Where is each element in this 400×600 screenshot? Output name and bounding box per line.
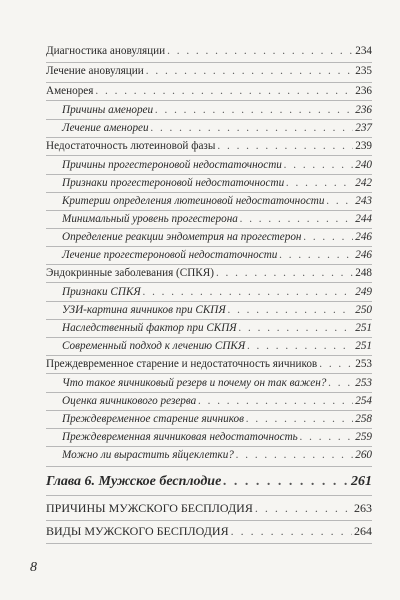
toc-entry-page: 243: [355, 195, 372, 207]
divider: [46, 466, 372, 467]
toc-subentry: [62, 339, 372, 353]
toc-entry-page: 242: [355, 177, 372, 189]
toc-entry-page: 260: [355, 449, 372, 461]
toc-entry-title: Современный подход к лечению СПКЯ: [62, 340, 246, 352]
toc-entry-page: 253: [355, 358, 372, 370]
toc-section-title: ПРИЧИНЫ МУЖСКОГО БЕСПЛОДИЯ: [46, 501, 253, 515]
toc-entry-title: Что такое яичниковый резерв и почему он так важен?: [62, 377, 327, 389]
leader-dots: [216, 266, 353, 280]
toc-entry: [46, 84, 372, 98]
page-number: 8: [30, 560, 37, 575]
leader-dots: [319, 357, 353, 371]
toc-entry-page: 234: [355, 45, 372, 57]
chapter-page: 261: [351, 474, 372, 489]
toc-entry-page: 244: [355, 213, 372, 225]
toc-entry-title: Преждевременное старение яичников: [62, 413, 244, 425]
toc-entry-title: УЗИ-картина яичников при СКПЯ: [62, 304, 226, 316]
chapter-title: Глава 6. Мужское бесплодие: [46, 474, 222, 489]
leader-dots: [239, 321, 354, 335]
leader-dots: [155, 103, 353, 117]
toc-entry-title: Преждевременное старение и недостаточность яичников: [46, 358, 318, 370]
toc-entry-page: 249: [355, 286, 372, 298]
divider: [46, 446, 372, 447]
toc-entry-title: Критерии определения лютеиновой недостаточности: [62, 195, 325, 207]
toc-entry-page: 246: [355, 231, 372, 243]
leader-dots: [247, 339, 353, 353]
divider: [46, 192, 372, 193]
divider: [46, 155, 372, 156]
toc-entry-title: Признаки прогестероновой недостаточности: [62, 177, 285, 189]
toc-entry-title: Недостаточность лютеиновой фазы: [46, 140, 216, 152]
leader-dots: [223, 473, 349, 491]
toc-entry-title: Диагностика ановуляции: [46, 45, 166, 57]
toc-entry-page: 251: [355, 340, 372, 352]
toc-entry-title: Оценка яичникового резерва: [62, 395, 197, 407]
divider: [46, 410, 372, 411]
leader-dots: [198, 394, 353, 408]
toc-subentry: [62, 303, 372, 317]
divider: [46, 282, 372, 283]
divider: [46, 543, 372, 544]
toc-entry-title: Преждевременная яичниковая недостаточность: [62, 431, 298, 443]
toc-section-page: 264: [354, 524, 372, 538]
toc-entry-page: 240: [355, 159, 372, 171]
toc-entry: [46, 357, 372, 371]
toc-section-title: ВИДЫ МУЖСКОГО БЕСПЛОДИЯ: [46, 524, 229, 538]
toc-section: [46, 524, 372, 539]
toc-section: [46, 501, 372, 516]
divider: [46, 174, 372, 175]
toc-entry-title: Аменорея: [46, 85, 94, 97]
divider: [46, 301, 372, 302]
leader-dots: [246, 412, 353, 426]
leader-dots: [146, 64, 353, 78]
divider: [46, 355, 372, 356]
toc-subentry: [62, 394, 372, 408]
divider: [46, 210, 372, 211]
toc-entry-page: 254: [355, 395, 372, 407]
toc-entry: [46, 44, 372, 58]
divider: [46, 392, 372, 393]
toc-subentry: [62, 103, 372, 117]
toc-entry-page: 236: [355, 85, 372, 97]
toc-entry-page: 251: [355, 322, 372, 334]
toc-subentry: [62, 158, 372, 172]
toc-entry-page: 259: [355, 431, 372, 443]
toc-entry-page: 258: [355, 413, 372, 425]
toc-entry-page: 236: [355, 104, 372, 116]
leader-dots: [284, 158, 353, 172]
toc-entry-title: Лечение прогестероновой недостаточности: [62, 249, 278, 261]
leader-dots: [236, 448, 353, 462]
toc-entry-title: Эндокринные заболевания (СПКЯ): [46, 267, 214, 279]
leader-dots: [328, 376, 353, 390]
divider: [46, 428, 372, 429]
toc-entry-title: Наследственный фактор при СКПЯ: [62, 322, 237, 334]
toc-entry-title: Признаки СПКЯ: [62, 286, 141, 298]
leader-dots: [217, 139, 353, 153]
divider: [46, 82, 372, 83]
toc-subentry: [62, 412, 372, 426]
divider: [46, 119, 372, 120]
toc-subentry: [62, 430, 372, 444]
divider: [46, 337, 372, 338]
divider: [46, 495, 372, 496]
leader-dots: [95, 84, 353, 98]
toc-subentry: [62, 194, 372, 208]
toc-entry-page: 248: [355, 267, 372, 279]
leader-dots: [279, 248, 353, 262]
leader-dots: [151, 121, 354, 135]
divider: [46, 520, 372, 521]
divider: [46, 137, 372, 138]
toc-subentry: [62, 212, 372, 226]
leader-dots: [240, 212, 353, 226]
leader-dots: [167, 44, 353, 58]
toc-entry-page: 250: [355, 304, 372, 316]
toc-entry-title: Лечение ановуляции: [46, 65, 144, 77]
toc-entry: [46, 139, 372, 153]
leader-dots: [255, 501, 352, 516]
leader-dots: [286, 176, 353, 190]
toc-subentry: [62, 376, 372, 390]
toc-subentry: [62, 248, 372, 262]
toc-subentry: [62, 230, 372, 244]
toc-subentry: [62, 176, 372, 190]
leader-dots: [143, 285, 353, 299]
toc-subentry: [62, 448, 372, 462]
toc-entry-title: Можно ли вырастить яйцеклетки?: [62, 449, 234, 461]
toc-entry-page: 246: [355, 249, 372, 261]
chapter-heading: [46, 473, 372, 491]
toc-entry-page: 237: [355, 122, 372, 134]
toc-subentry: [62, 121, 372, 135]
toc-entry-title: Причины аменореи: [62, 104, 154, 116]
toc-entry-page: 239: [355, 140, 372, 152]
leader-dots: [300, 430, 353, 444]
leader-dots: [231, 524, 352, 539]
divider: [46, 100, 372, 101]
toc-subentry: [62, 285, 372, 299]
leader-dots: [326, 194, 353, 208]
toc-entry-title: Определение реакции эндометрия на прогестерон: [62, 231, 302, 243]
divider: [46, 228, 372, 229]
divider: [46, 264, 372, 265]
toc-section-page: 263: [354, 501, 372, 515]
toc-entry-page: 235: [355, 65, 372, 77]
divider: [46, 62, 372, 63]
toc-entry-title: Причины прогестероновой недостаточности: [62, 159, 282, 171]
toc-entry-page: 253: [355, 377, 372, 389]
toc-entry-title: Лечение аменореи: [62, 122, 149, 134]
divider: [46, 373, 372, 374]
leader-dots: [303, 230, 353, 244]
divider: [46, 246, 372, 247]
leader-dots: [228, 303, 354, 317]
toc-entry-title: Минимальный уровень прогестерона: [62, 213, 238, 225]
toc-subentry: [62, 321, 372, 335]
divider: [46, 319, 372, 320]
toc-entry: [46, 266, 372, 280]
toc-entry: [46, 64, 372, 78]
